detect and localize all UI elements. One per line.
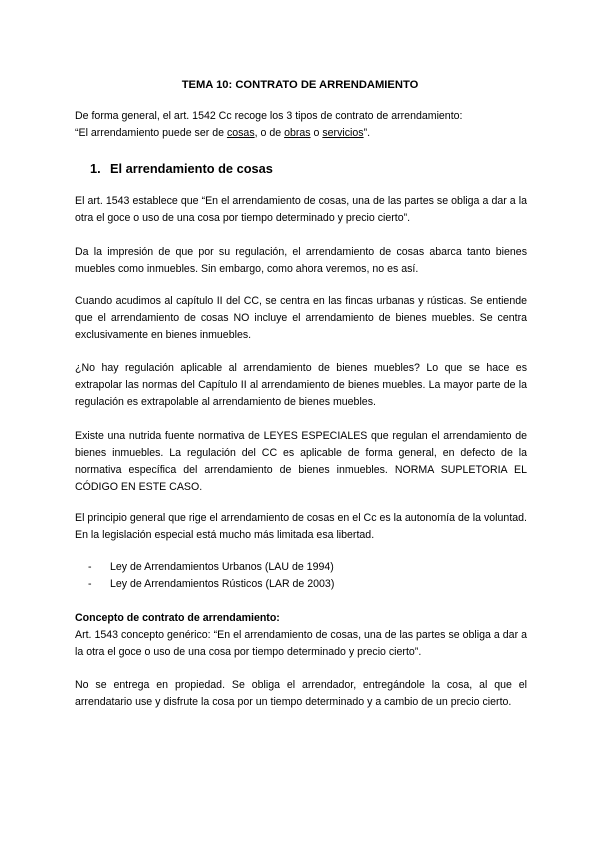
paragraph-6: El principio general que rige el arrendamiento de cosas en el Cc es la autonomía de la voluntad. En la legislación especial está mucho más limitada esa libertad. [75,512,527,541]
paragraph-4: ¿No hay regulación aplicable al arrendamiento de bienes muebles? Lo que se hace es extrapolar las normas del Capítulo II al arrendamiento de bienes muebles. La mayor parte de la regulación es extrapolable al arrendamiento de bienes muebles. [75,362,527,408]
paragraph-3: Cuando acudimos al capítulo II del CC, se centra en las fincas urbanas y rústicas. Se entiende que el arrendamiento de cosas NO incluye el arrendamiento de bienes muebles. Se centra exclusivamente en bienes inmuebles. [75,295,527,341]
list-item-text: Ley de Arrendamientos Rústicos (LAR de 2003) [110,578,335,590]
word-servicios: servicios [322,127,364,139]
list-item [88,559,508,576]
list-dash: - [88,578,92,590]
quote-sep-2: o [310,127,323,139]
intro-paragraph [75,108,527,142]
paragraph-5: Existe una nutrida fuente normativa de LEYES ESPECIALES que regulan el arrendamiento de bienes inmuebles. La regulación del CC es aplicable de forma general, en defecto de la normativa específica del arrendamiento de bienes inmuebles. NORMA SUPLETORIA EL CÓDIGO EN ESTE CASO. [75,430,527,493]
section-heading [90,160,273,178]
word-cosas: cosas [226,127,255,139]
concepto-block [75,610,527,661]
paragraph-1: El art. 1543 establece que “En el arrendamiento de cosas, una de las partes se obliga a dar a la otra el goce o uso de una cosa por tiempo determinado y precio cierto”. [75,195,527,224]
section-number: 1. [90,161,101,176]
quote-sep-1: , o de [254,127,285,139]
list-dash: - [88,561,92,573]
quote-start: “El arrendamiento puede ser de [75,127,227,139]
list-item-text: Ley de Arrendamientos Urbanos (LAU de 1994) [110,561,334,573]
intro-quote [75,125,527,142]
laws-list [88,559,508,593]
paragraph-2: Da la impresión de que por su regulación, el arrendamiento de cosas abarca tanto bienes muebles como inmuebles. Sin embargo, como ahora veremos, no es así. [75,246,527,275]
section-heading-text: El arrendamiento de cosas [110,161,273,176]
list-item [88,576,508,593]
intro-line: De forma general, el art. 1542 Cc recoge los 3 tipos de contrato de arrendamiento: [75,110,463,122]
quote-end: ”. [363,127,371,139]
word-obras: obras [284,127,311,139]
concepto-heading: Concepto de contrato de arrendamiento: [75,612,280,624]
concepto-text: Art. 1543 concepto genérico: “En el arrendamiento de cosas, una de las partes se obliga a dar a la otra el goce o uso de una cosa por tiempo determinado y precio cierto”. [75,629,527,658]
page-title: TEMA 10: CONTRATO DE ARRENDAMIENTO [181,79,419,91]
final-paragraph: No se entrega en propiedad. Se obliga el arrendador, entregándole la cosa, al que el arrendatario use y disfrute la cosa por un tiempo determinado y a cambio de un precio cierto. [75,679,527,708]
